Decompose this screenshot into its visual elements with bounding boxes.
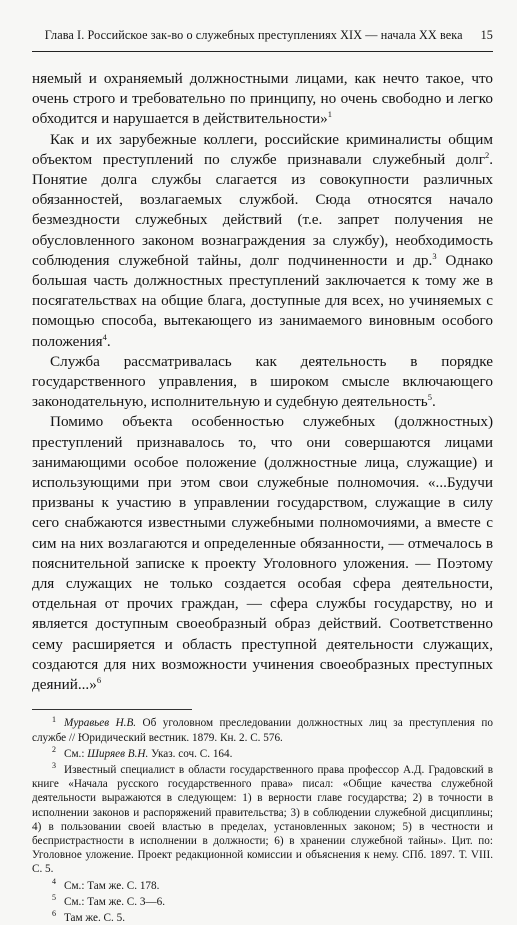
page-number: 15 — [480, 28, 493, 42]
paragraph-4: Помимо объекта особенностью служебных (должностных) преступлений признавалось то, что они совершаются лицами занимающими особое положение (должностные лица, служащие) и использующими при этом свои служебные полномочия. «...Будучи призваны к участию в управлении государством, служащие в силу сего снабжаются известными служебными полномочиями, а вместе с сим на них возлагаются и определенные обязанности, — отмечалось в пояснительной записке к проекту Уголовного уложения. — Поэтому для служащих не только создается особая сфера деятельности, отдельная от прочих граждан, — сфера службы государству, но и является доступным своеобразный образ действий. Соответственно сему расширяется и область преступной деятельности служащих, создаются для них возможности учинения своеобразных преступных деяний...»$^6$ — [32, 413, 493, 694]
paragraph-2: Как и их зарубежные коллеги, российские криминалисты общим объектом преступлений по службе признавали служебный долг$^2$. Понятие долга службы слагается из совокупности различных обязанностей, возлагаемых службой. Сюда относятся начало безмездности служебных действий (т.е. запрет получения не обусловленного законом вознаграждения за службу), необходимость соблюдения служебной тайны, долг подчиненности и др.$^3$ Однако большая часть должностных преступлений заключается к тому же в посягательствах на общие блага, доступные для всех, но учиняемых с помощью способа, вытекающего из занимаемого виновным особого положения$^4$. — [32, 130, 493, 350]
chapter-title: Глава I. Российское зак-во о служебных преступлениях XIX — начала XX века — [44, 28, 463, 42]
footnote-ref-6: 6 — [96, 675, 102, 686]
footnote-3: $^3$ Известный специалист в области государственного права профессор А.Д. Градовский в книге «Начала русского государственного права» писал: «Общие качества служебной деятельности выражаются в следующем: 1) в верности главе государства; 2) в точности в исполнении законов и распоряжений правительства; 3) в соблюдении служебной дисциплины; 4) в пользовании своей властью в пределах, установленных законом; 5) в честности и беспристрастности в исполнении в должности; 6) в хранении служебной тайны». Цит. по: Уголовное уложение. Проект редакционной комиссии и объяснения к нему. СПб. 1897. Т. VIII. С. 5. — [32, 761, 493, 876]
footnote-ref-2: 2 — [484, 149, 490, 160]
footnote-4: $^4$ См.: Там же. С. 178. — [52, 876, 160, 892]
footnote-ref-4: 4 — [102, 331, 107, 342]
paragraph-1: няемый и охраняемый должностными лицами, как нечто такое, что очень строго и требовательно по принципу, но очень свободно и легко обходится и нарушается в действительности»$^1$ — [32, 70, 493, 128]
footnote-1: $^1$ Муравьев Н.В. Об уголовном преследовании должностных лиц за преступления по службе // Юридический вестник. 1879. Кн. 2. С. 576. — [32, 714, 493, 744]
header-rule — [32, 51, 493, 52]
footnotes — [32, 716, 493, 925]
footnote-2: $^2$ См.: Ширяев В.Н. Указ. соч. С. 164. — [52, 744, 233, 760]
footnote-5: $^5$ См.: Там же. С. 3—6. — [52, 893, 166, 908]
main-text — [32, 69, 493, 695]
footnote-ref-3: 3 — [432, 250, 437, 261]
running-header — [32, 0, 493, 43]
footnote-6: $^6$ Там же. С. 5. — [52, 909, 125, 924]
footnote-ref-5: 5 — [427, 392, 432, 403]
footnote-separator — [32, 709, 192, 710]
footnote-ref-1: 1 — [327, 109, 332, 120]
paragraph-3: Служба рассматривалась как деятельность в порядке государственного управления, в широком смысле включающего законодательную, исполнительную и судебную деятельность$^5$. — [32, 352, 493, 411]
